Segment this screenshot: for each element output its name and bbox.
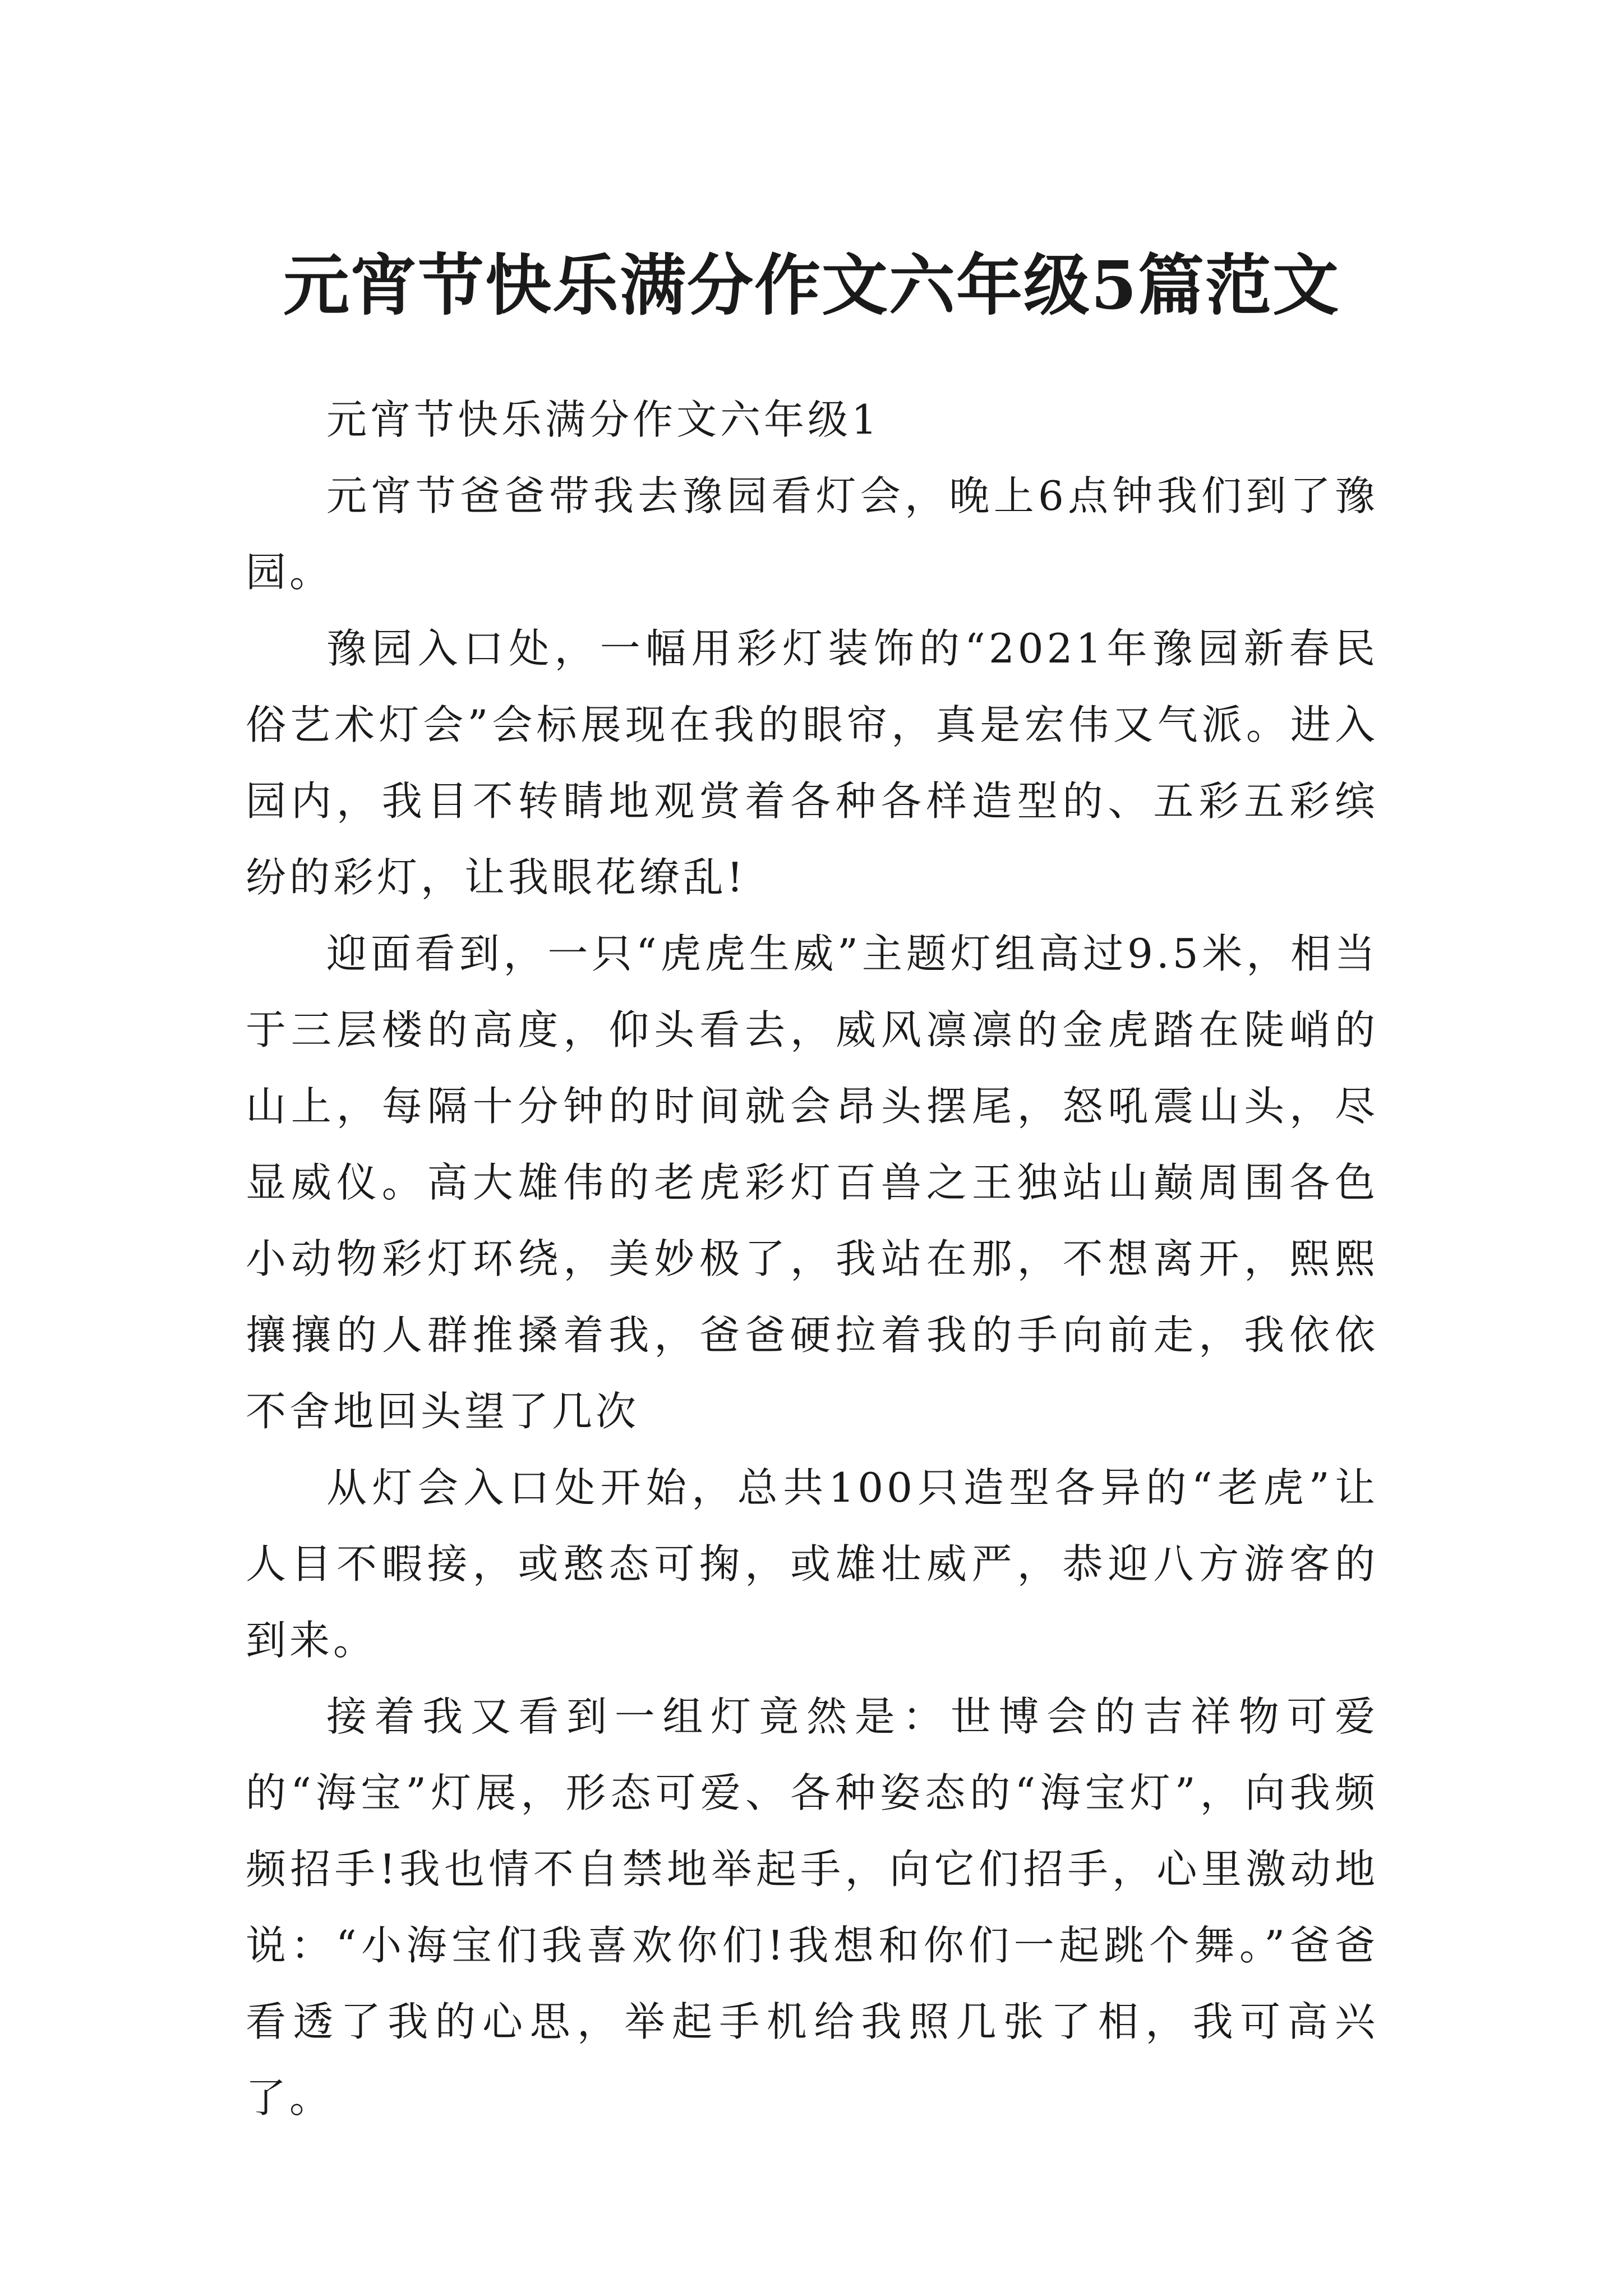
paragraph: 迎面看到，一只“虎虎生威”主题灯组高过9.5米，相当于三层楼的高度，仰头看去，威风凛凛的金虎踏在陡峭的山上，每隔十分钟的时间就会昂头摆尾，怒吼震山头，尽显威仪。高大雄伟的老虎彩灯百兽之王独站山巅周围各色小动物彩灯环绕，美妙极了，我站在那，不想离开，熙熙攘攘的人群推搡着我，爸爸硬拉着我的手向前走，我依依不舍地回头望了几次 xyxy=(246,930,1378,1435)
paragraph: 元宵节爸爸带我去豫园看灯会，晚上6点钟我们到了豫园。 xyxy=(246,472,1378,596)
paragraph: 接着我又看到一组灯竟然是：世博会的吉祥物可爱的“海宝”灯展，形态可爱、各种姿态的“海宝灯”，向我频频招手!我也情不自禁地举起手，向它们招手，心里激动地说：“小海宝们我喜欢你们!我想和你们一起跳个舞。”爸爸看透了我的心思，举起手机给我照几张了相，我可高兴了。 xyxy=(246,1693,1378,2122)
document-body xyxy=(246,381,1378,2136)
paragraph-subtitle: 元宵节快乐满分作文六年级1 xyxy=(326,396,880,443)
document-title: 元宵节快乐满分作文六年级5篇范文 xyxy=(283,246,1340,325)
paragraph: 从灯会入口处开始，总共100只造型各异的“老虎”让人目不暇接，或憨态可掬，或雄壮威严，恭迎八方游客的到来。 xyxy=(246,1464,1378,1664)
paragraph: 豫园入口处，一幅用彩灯装饰的“2021年豫园新春民俗艺术灯会”会标展现在我的眼帘，真是宏伟又气派。进入园内，我目不转睛地观赏着各种各样造型的、五彩五彩缤纷的彩灯，让我眼花缭乱! xyxy=(246,625,1378,901)
